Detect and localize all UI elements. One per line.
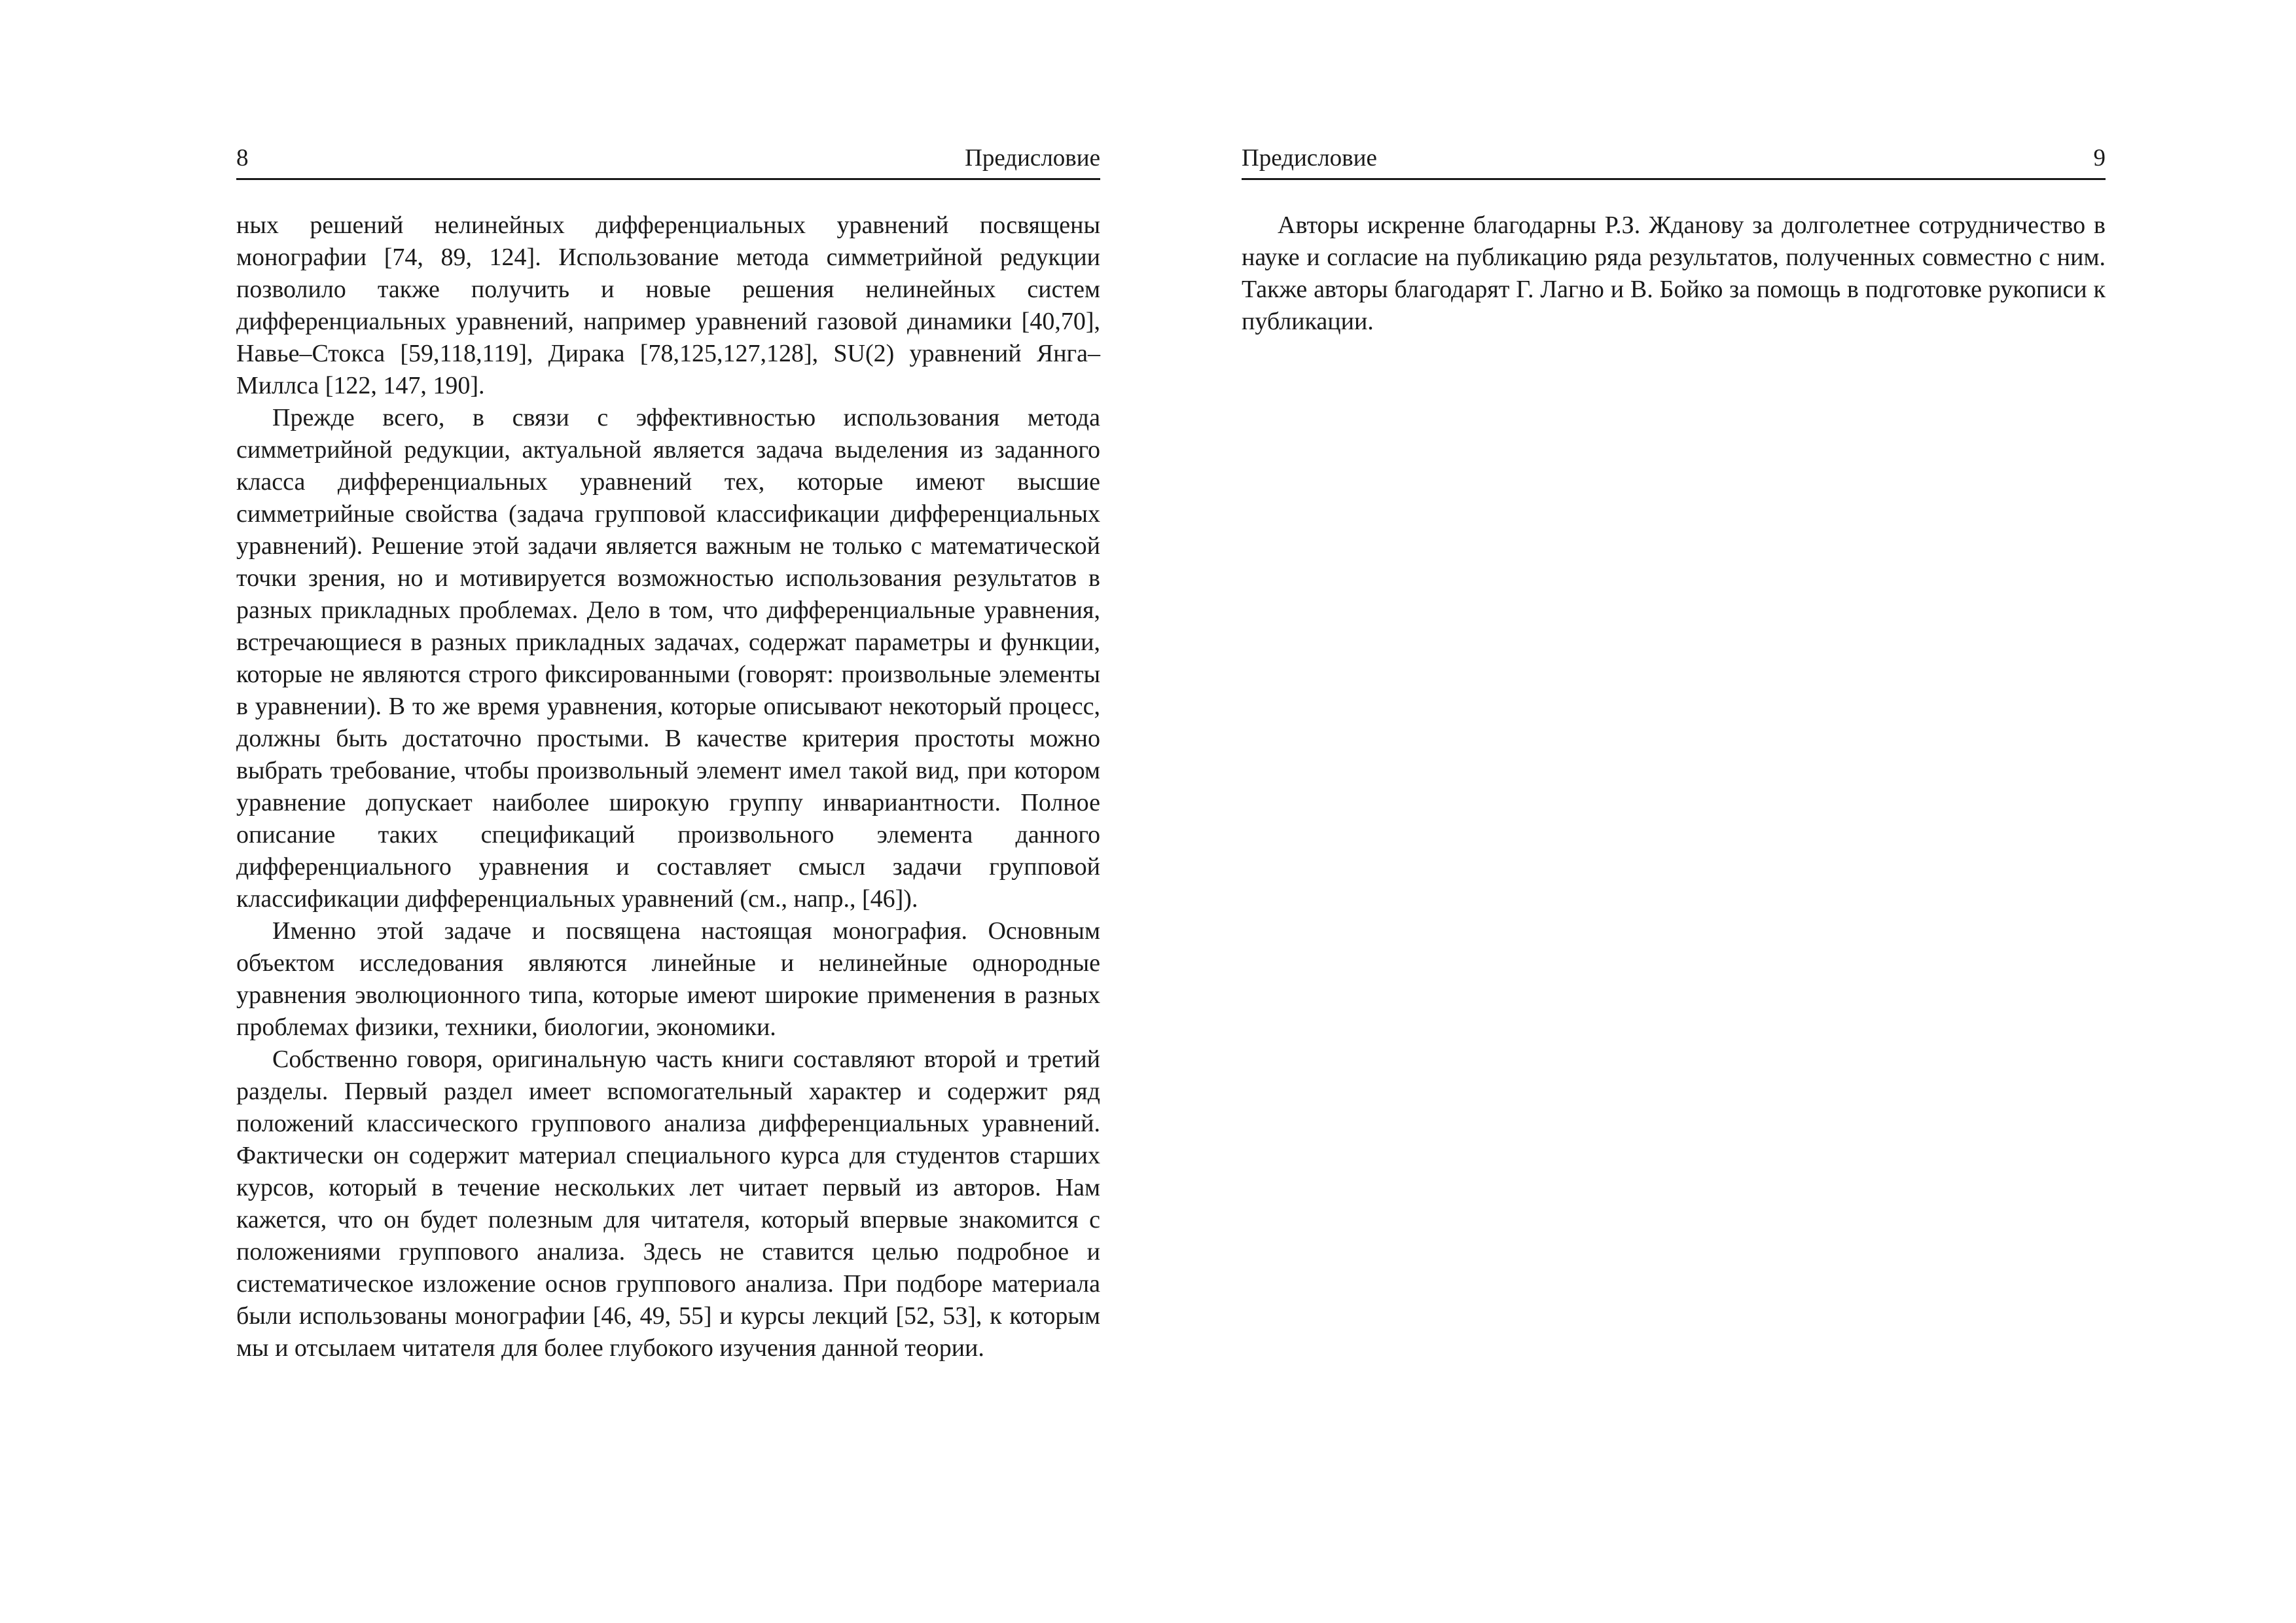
paragraph: Прежде всего, в связи с эффективностью использования метода симметрийной редукции, актуальной является задача выделения из заданного класса дифференциальных уравнений тех, которые имеют высшие симметрийные свойства (задача групповой классификации дифференциальных уравнений). Решение этой задачи является важным не только с математической точки зрения, но и мотивируется возможностью использования результатов в разных прикладных проблемах. Дело в том, что дифференциальные уравнения, встречающиеся в разных прикладных задачах, содержат параметры и функции, которые не являются строго фиксированными (говорят: произвольные элементы в уравнении). В то же время уравнения, которые описывают некоторый процесс, должны быть достаточно простыми. В качестве критерия простоты можно выбрать требование, чтобы произвольный элемент имел такой вид, при котором уравнение допускает наиболее широкую группу инвариантности. Полное описание таких спецификаций произвольного элемента данного дифференциального уравнения и составляет смысл задачи групповой классификации дифференциальных уравнений (см., напр., [46]). [236, 404, 1100, 913]
running-title: Предисловие [1242, 145, 1377, 172]
right-page-body [1242, 210, 2106, 338]
page-number: 8 [236, 145, 249, 172]
running-head-right [1242, 139, 2106, 180]
paragraph: Собственно говоря, оригинальную часть книги составляют второй и третий разделы. Первый раздел имеет вспомогательный характер и содержит ряд положений классического группового анализа дифференциальных уравнений. Фактически он содержит материал специального курса для студентов старших курсов, который в течение нескольких лет читает первый из авторов. Нам кажется, что он будет полезным для читателя, который впервые знакомится с положениями группового анализа. Здесь не ставится целью подробное и систематическое изложение основ группового анализа. При подборе материала были использованы монографии [46, 49, 55] и курсы лекций [52, 53], к которым мы и отсылаем читателя для более глубокого изучения данной теории. [236, 1046, 1100, 1362]
paragraph: Именно этой задаче и посвящена настоящая монография. Основным объектом исследования являются линейные и нелинейные однородные уравнения эволюционного типа, которые имеют широкие применения в разных проблемах физики, техники, биологии, экономики. [236, 917, 1100, 1041]
running-title: Предисловие [965, 145, 1100, 172]
paragraph: Авторы искренне благодарны Р.З. Жданову за долголетнее сотрудничество в науке и согласие на публикацию ряда результатов, полученных совместно с ним. Также авторы благодарят Г. Лагно и В. Бойко за помощь в подготовке рукописи к публикации. [1242, 211, 2106, 335]
running-head-left [236, 139, 1100, 180]
page-number: 9 [2093, 145, 2106, 172]
paragraph: ных решений нелинейных дифференциальных уравнений посвящены монографии [74, 89, 124]. Использование метода симметрийной редукции позволило также получить и новые решения нелинейных систем дифференциальных уравнений, например уравнений газовой динамики [40,70], Навье–Стокса [59,118,119], Дирака [78,125,127,128], SU(2) уравнений Янга–Миллса [122, 147, 190]. [236, 211, 1100, 399]
left-page-body [236, 210, 1100, 1364]
